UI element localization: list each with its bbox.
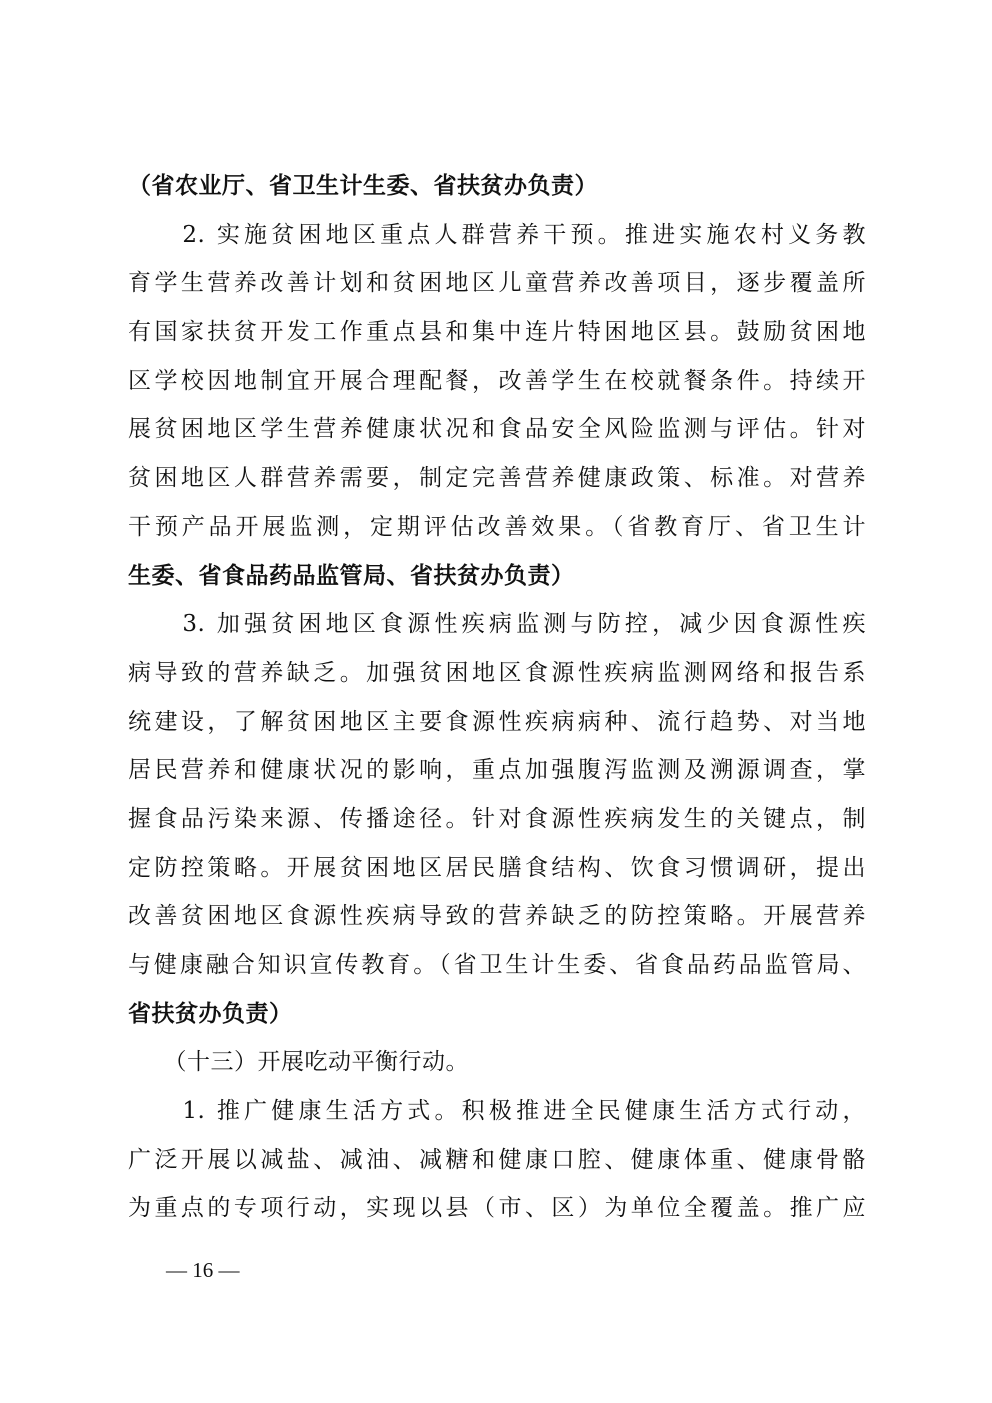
text-line: 3. 加强贫困地区食源性疾病监测与防控，减少因食源性疾 xyxy=(128,611,866,638)
section-heading: （十三）开展吃动平衡行动。 xyxy=(128,1049,469,1076)
text-line: 有国家扶贫开发工作重点县和集中连片特困地区县。鼓励贫困地 xyxy=(128,319,866,346)
text-line: 干预产品开展监测，定期评估改善效果。（省教育厅、省卫生计 xyxy=(128,513,866,540)
text-line: 统建设，了解贫困地区主要食源性疾病病种、流行趋势、对当地 xyxy=(128,708,866,735)
text-line: 生委、省食品药品监管局、省扶贫办负责） xyxy=(128,561,575,589)
text-line: 握食品污染来源、传播途径。针对食源性疾病发生的关键点，制 xyxy=(128,805,866,832)
text-line: 改善贫困地区食源性疾病导致的营养缺乏的防控策略。开展营养 xyxy=(128,903,866,930)
text-line: 1. 推广健康生活方式。积极推进全民健康生活方式行动， xyxy=(128,1098,866,1125)
text-line: 居民营养和健康状况的影响，重点加强腹泻监测及溯源调查，掌 xyxy=(128,757,866,784)
text-line: （省农业厅、省卫生计生委、省扶贫办负责） xyxy=(128,172,598,199)
text-line: 省扶贫办负责） xyxy=(128,999,293,1027)
text-line: 2. 实施贫困地区重点人群营养干预。推进实施农村义务教 xyxy=(128,221,866,248)
text-line: 育学生营养改善计划和贫困地区儿童营养改善项目，逐步覆盖所 xyxy=(128,270,866,297)
text-line: 定防控策略。开展贫困地区居民膳食结构、饮食习惯调研，提出 xyxy=(128,854,866,881)
text-line: 为重点的专项行动，实现以县（市、区）为单位全覆盖。推广应 xyxy=(128,1195,866,1222)
page-number: — 16 — xyxy=(166,1258,240,1282)
text-line: 贫困地区人群营养需要，制定完善营养健康政策、标准。对营养 xyxy=(128,465,866,492)
text-line: 区学校因地制宜开展合理配餐，改善学生在校就餐条件。持续开 xyxy=(128,367,866,394)
text-line: 广泛开展以减盐、减油、减糖和健康口腔、健康体重、健康骨骼 xyxy=(128,1146,866,1173)
text-line: 与健康融合知识宣传教育。（省卫生计生委、省食品药品监管局、 xyxy=(128,952,866,978)
body-text xyxy=(128,162,866,1233)
text-line: 展贫困地区学生营养健康状况和食品安全风险监测与评估。针对 xyxy=(128,416,866,443)
text-line: 病导致的营养缺乏。加强贫困地区食源性疾病监测网络和报告系 xyxy=(128,659,866,686)
